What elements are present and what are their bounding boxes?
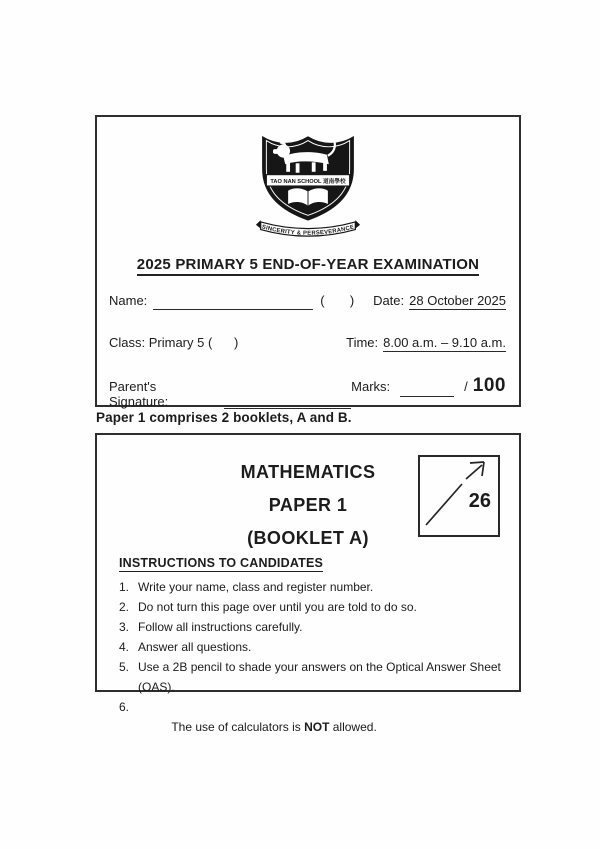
instructions-section bbox=[119, 554, 505, 757]
name-row bbox=[109, 293, 506, 310]
parent-signature-row bbox=[109, 375, 506, 409]
name-label: Name: bbox=[109, 293, 148, 308]
motto-ribbon bbox=[256, 220, 360, 237]
instruction-item: 1. Write your name, class and register number. bbox=[119, 580, 374, 594]
instruction-item: 2. Do not turn this page over until you are told to do so. bbox=[119, 600, 417, 614]
time-label: Time: bbox=[346, 335, 379, 350]
marks-divider: / bbox=[464, 379, 468, 394]
marks-blank-line bbox=[400, 383, 454, 397]
school-crest bbox=[255, 129, 361, 243]
class-label: Class: Primary 5 ( ) bbox=[109, 335, 239, 350]
exam-header-box bbox=[95, 115, 521, 407]
score-total: 26 bbox=[468, 490, 491, 512]
parent-signature-label: Parent's Signature: bbox=[109, 379, 169, 409]
class-row bbox=[109, 335, 506, 352]
index-parens: ( ) bbox=[320, 293, 355, 308]
school-name-band bbox=[266, 175, 349, 186]
instruction-item: 3. Follow all instructions carefully. bbox=[119, 620, 303, 634]
instruction-item: 5. Use a 2B pencil to shade your answers on the Optical Answer Sheet (OAS). bbox=[119, 660, 505, 694]
paper-number: PAPER 1 bbox=[268, 495, 348, 515]
subject-title: MATHEMATICS bbox=[240, 462, 376, 482]
instruction-item: 6. The use of calculators is NOT allowed. bbox=[119, 700, 377, 734]
instructions-title: INSTRUCTIONS TO CANDIDATES bbox=[119, 556, 324, 570]
paper-title-box bbox=[95, 433, 521, 734]
booklet-title: (BOOKLET A) bbox=[247, 528, 369, 548]
score-box bbox=[418, 455, 500, 537]
svg-text:SINCERITY & PERSEVERANCE: SINCERITY & PERSEVERANCE bbox=[260, 224, 356, 237]
booklets-note: Paper 1 comprises 2 booklets, A and B. bbox=[96, 410, 352, 425]
date-value: 28 October 2025 bbox=[409, 293, 506, 308]
marks-label: Marks: bbox=[351, 379, 391, 394]
marks-total: 100 bbox=[472, 375, 506, 396]
exam-title: 2025 PRIMARY 5 END-OF-YEAR EXAMINATION bbox=[137, 256, 479, 276]
date-label: Date: bbox=[373, 293, 405, 308]
parent-signature-blank-line bbox=[224, 395, 351, 409]
instruction-item: 4. Answer all questions. bbox=[119, 640, 252, 654]
name-blank-line bbox=[153, 296, 313, 310]
time-value: 8.00 a.m. – 9.10 a.m. bbox=[383, 335, 506, 350]
svg-text:TAO NAN SCHOOL 道南學校: TAO NAN SCHOOL 道南學校 bbox=[270, 179, 346, 186]
